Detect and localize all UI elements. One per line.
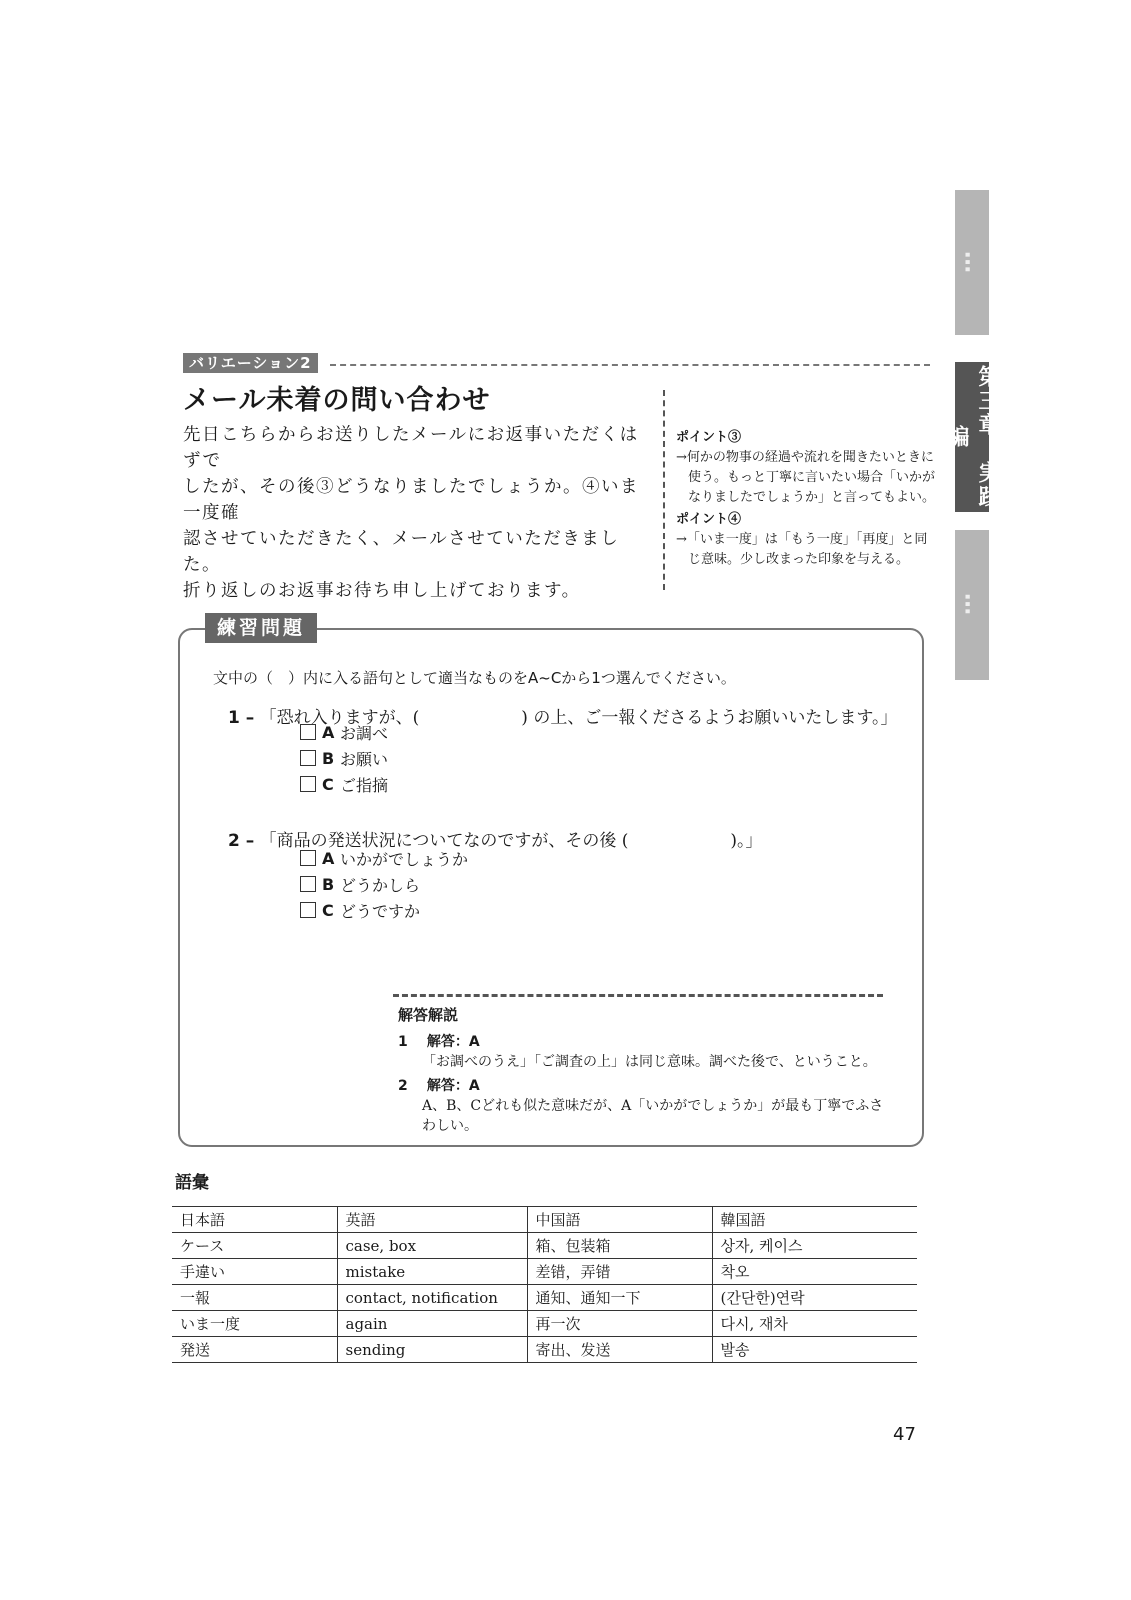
option-text: どうですか	[340, 901, 421, 921]
checkbox-icon[interactable]	[300, 876, 316, 892]
table-row	[172, 1233, 917, 1259]
answer-1-value: 解答：A	[426, 1034, 480, 1050]
cell: 再一次	[527, 1311, 712, 1337]
question-2-option-b[interactable]	[300, 871, 468, 897]
point-4-body: →「いま一度」は「もう一度」「再度」と同じ意味。少し改まった印象を与える。	[676, 532, 928, 567]
option-letter: B	[322, 748, 335, 768]
question-1-number: 1 –	[228, 708, 255, 728]
table-row	[172, 1285, 917, 1311]
exercise-label: 練習問題	[205, 613, 317, 643]
option-letter: B	[322, 874, 335, 894]
cell: ケース	[172, 1233, 337, 1259]
question-2-options	[300, 845, 468, 923]
cell: 다시, 재차	[712, 1311, 917, 1337]
example-email-text	[183, 422, 653, 604]
cell: contact, notification	[337, 1285, 527, 1311]
answer-1-number: 1	[398, 1034, 408, 1050]
option-letter: A	[322, 848, 335, 868]
vocab-header-japanese: 日本語	[172, 1207, 337, 1233]
answer-1-explanation: 「お調べのうえ」「ご調査の上」は同じ意味。調べた後で、ということ。	[422, 1054, 877, 1070]
variation-divider	[330, 364, 930, 366]
question-2-text: 「商品の発送状況についてなのですが、その後 ( )。」	[259, 831, 763, 851]
answer-2-explanation: A、B、Cどれも似た意味だが、A「いかがでしょうか」が最も丁寧でふさわしい。	[422, 1098, 884, 1134]
question-1-option-b[interactable]	[300, 745, 388, 771]
checkbox-icon[interactable]	[300, 776, 316, 792]
option-text: お調べ	[340, 723, 389, 743]
point-4-title: ポイント④	[676, 512, 742, 527]
question-1-option-a[interactable]	[300, 719, 388, 745]
cell: いま一度	[172, 1311, 337, 1337]
cell: 一報	[172, 1285, 337, 1311]
question-1-text: 「恐れ入りますが、( ) の上、ご一報くださるようお願いいたします。」	[259, 708, 898, 728]
table-row	[172, 1259, 917, 1285]
answer-2	[398, 1076, 888, 1136]
table-row	[172, 1337, 917, 1363]
option-text: いかがでしょうか	[340, 849, 469, 869]
question-2-number: 2 –	[228, 831, 255, 851]
cell: 通知、通知一下	[527, 1285, 712, 1311]
checkbox-icon[interactable]	[300, 750, 316, 766]
question-2-option-a[interactable]	[300, 845, 468, 871]
question-1-option-c[interactable]	[300, 771, 388, 797]
vocab-title: 語彙	[175, 1173, 209, 1193]
answers-title: 解答解説	[398, 1006, 459, 1024]
cell: again	[337, 1311, 527, 1337]
option-letter: C	[322, 774, 334, 794]
vocab-table	[172, 1206, 917, 1363]
vocab-header-chinese: 中国語	[527, 1207, 712, 1233]
cell: 발송	[712, 1337, 917, 1363]
points-divider	[663, 390, 665, 590]
checkbox-icon[interactable]	[300, 850, 316, 866]
cell: 発送	[172, 1337, 337, 1363]
cell: case, box	[337, 1233, 527, 1259]
option-letter: C	[322, 900, 334, 920]
points-panel	[676, 428, 936, 570]
option-text: どうかしら	[340, 875, 421, 895]
vocab-header-korean: 韓国語	[712, 1207, 917, 1233]
question-1-options	[300, 719, 388, 797]
side-tab-next-chapter: …	[955, 530, 989, 680]
cell: sending	[337, 1337, 527, 1363]
email-line: したが、その後③どうなりましたでしょうか。④いま一度確	[183, 477, 639, 523]
option-letter: A	[322, 722, 335, 742]
vocab-header-english: 英語	[337, 1207, 527, 1233]
page-number: 47	[893, 1424, 916, 1445]
cell: 상자, 케이스	[712, 1233, 917, 1259]
cell: (간단한)연락	[712, 1285, 917, 1311]
email-line: 折り返しのお返事お待ち申し上げております。	[183, 581, 581, 601]
checkbox-icon[interactable]	[300, 902, 316, 918]
variation-label: バリエーション2	[183, 353, 318, 373]
table-row	[172, 1311, 917, 1337]
email-line: 認させていただきたく、メールさせていただきました。	[183, 529, 620, 575]
answers-divider	[393, 994, 883, 997]
cell: 착오	[712, 1259, 917, 1285]
cell: 差错，弄错	[527, 1259, 712, 1285]
answer-1	[398, 1032, 888, 1072]
checkbox-icon[interactable]	[300, 724, 316, 740]
vocab-header-row	[172, 1207, 917, 1233]
answer-2-number: 2	[398, 1078, 408, 1094]
cell: 手違い	[172, 1259, 337, 1285]
side-tab-current-chapter: 第三章 実践編	[955, 362, 989, 512]
point-3-body: →何かの物事の経過や流れを聞きたいときに使う。もっと丁寧に言いたい場合「いかがなりましたでしょうか」と言ってもよい。	[676, 450, 936, 505]
question-2-option-c[interactable]	[300, 897, 468, 923]
answer-2-value: 解答：A	[426, 1078, 480, 1094]
point-3-title: ポイント③	[676, 430, 742, 445]
email-line: 先日こちらからお送りしたメールにお返事いただくはずで	[183, 425, 639, 471]
option-text: お願い	[340, 749, 389, 769]
exercise-instruction: 文中の（ ）内に入る語句として適当なものをA~Cから1つ選んでください。	[213, 669, 736, 687]
cell: 箱、包装箱	[527, 1233, 712, 1259]
cell: 寄出、发送	[527, 1337, 712, 1363]
cell: mistake	[337, 1259, 527, 1285]
section-title: メール未着の問い合わせ	[183, 385, 491, 416]
option-text: ご指摘	[340, 775, 389, 795]
side-tab-previous-chapter: …	[955, 190, 989, 335]
